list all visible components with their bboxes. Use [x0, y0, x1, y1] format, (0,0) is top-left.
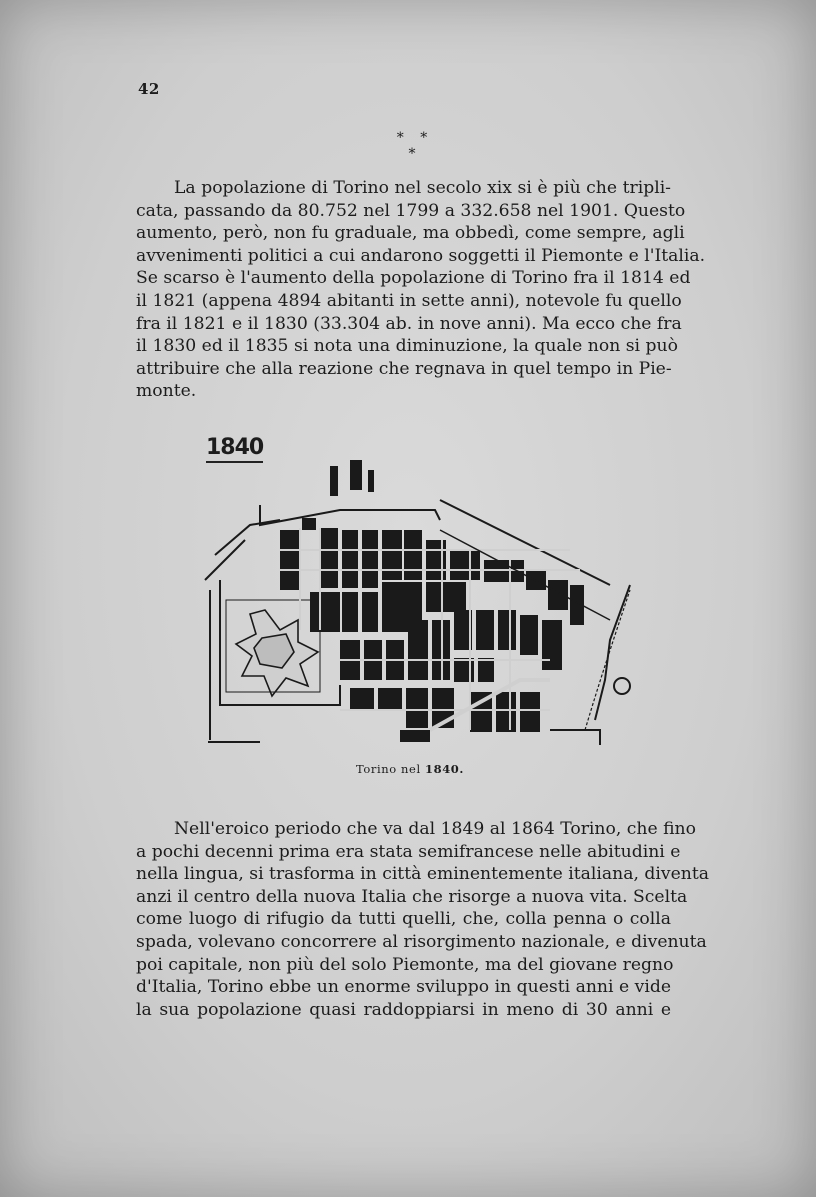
city-map-illustration	[190, 430, 640, 760]
text-line: La popolazione di Torino nel secolo xix si è più che tripli-	[174, 178, 671, 198]
text-line: come luogo di rifugio da tutti quelli, che, colla penna o colla	[136, 909, 671, 930]
text-line: avvenimenti politici a cui andarono soggetti il Piemonte e l'Italia.	[136, 245, 706, 266]
text-line: cata, passando da 80.752 nel 1799 a 332.658 nel 1901. Questo	[136, 200, 686, 221]
text-line: fra il 1821 e il 1830 (33.304 ab. in nove anni). Ma ecco che fra	[136, 313, 682, 334]
citadel-fortress	[226, 600, 320, 696]
text-line: poi capitale, non più del solo Piemonte, ma del giovane regno	[136, 954, 674, 975]
page-number: 42	[138, 80, 160, 98]
text-line: il 1821 (appena 4894 abitanti in sette anni), notevole fu quello	[136, 290, 682, 311]
map-year-label: 1840	[206, 436, 263, 463]
text-line: a pochi decenni prima era stata semifrancese nelle abitudini e	[136, 841, 681, 862]
text-line: d'Italia, Torino ebbe un enorme sviluppo in questi anni e vide	[136, 977, 671, 998]
text-line: monte.	[136, 381, 197, 402]
paragraph-risorgimento	[136, 818, 710, 1021]
text-line: Se scarso è l'aumento della popolazione di Torino fra il 1814 ed	[136, 268, 691, 289]
text-line: la sua popolazione quasi raddoppiarsi in meno di 30 anni e	[136, 999, 671, 1020]
city-blocks	[280, 460, 584, 742]
text-line: spada, volevano concorrere al risorgimento nazionale, e divenuta	[136, 931, 707, 952]
section-ornament: * * *	[396, 130, 434, 162]
caption-text: Torino nel	[355, 762, 421, 776]
text-line: aumento, però, non fu graduale, ma obbedì, come sempre, agli	[136, 223, 685, 244]
paragraph-population	[136, 177, 706, 403]
text-line: anzi il centro della nuova Italia che risorge a nuova vita. Scelta	[136, 886, 688, 907]
caption-year: 1840.	[425, 762, 465, 776]
text-line: Nell'eroico periodo che va dal 1849 al 1864 Torino, che fino	[174, 819, 696, 839]
text-line: attribuire che alla reazione che regnava in quel tempo in Pie-	[136, 358, 672, 379]
text-line: il 1830 ed il 1835 si nota una diminuzione, la quale non si può	[136, 336, 678, 357]
text-line: nella lingua, si trasforma in città eminentemente italiana, diventa	[136, 864, 710, 885]
figure-caption	[300, 762, 520, 776]
